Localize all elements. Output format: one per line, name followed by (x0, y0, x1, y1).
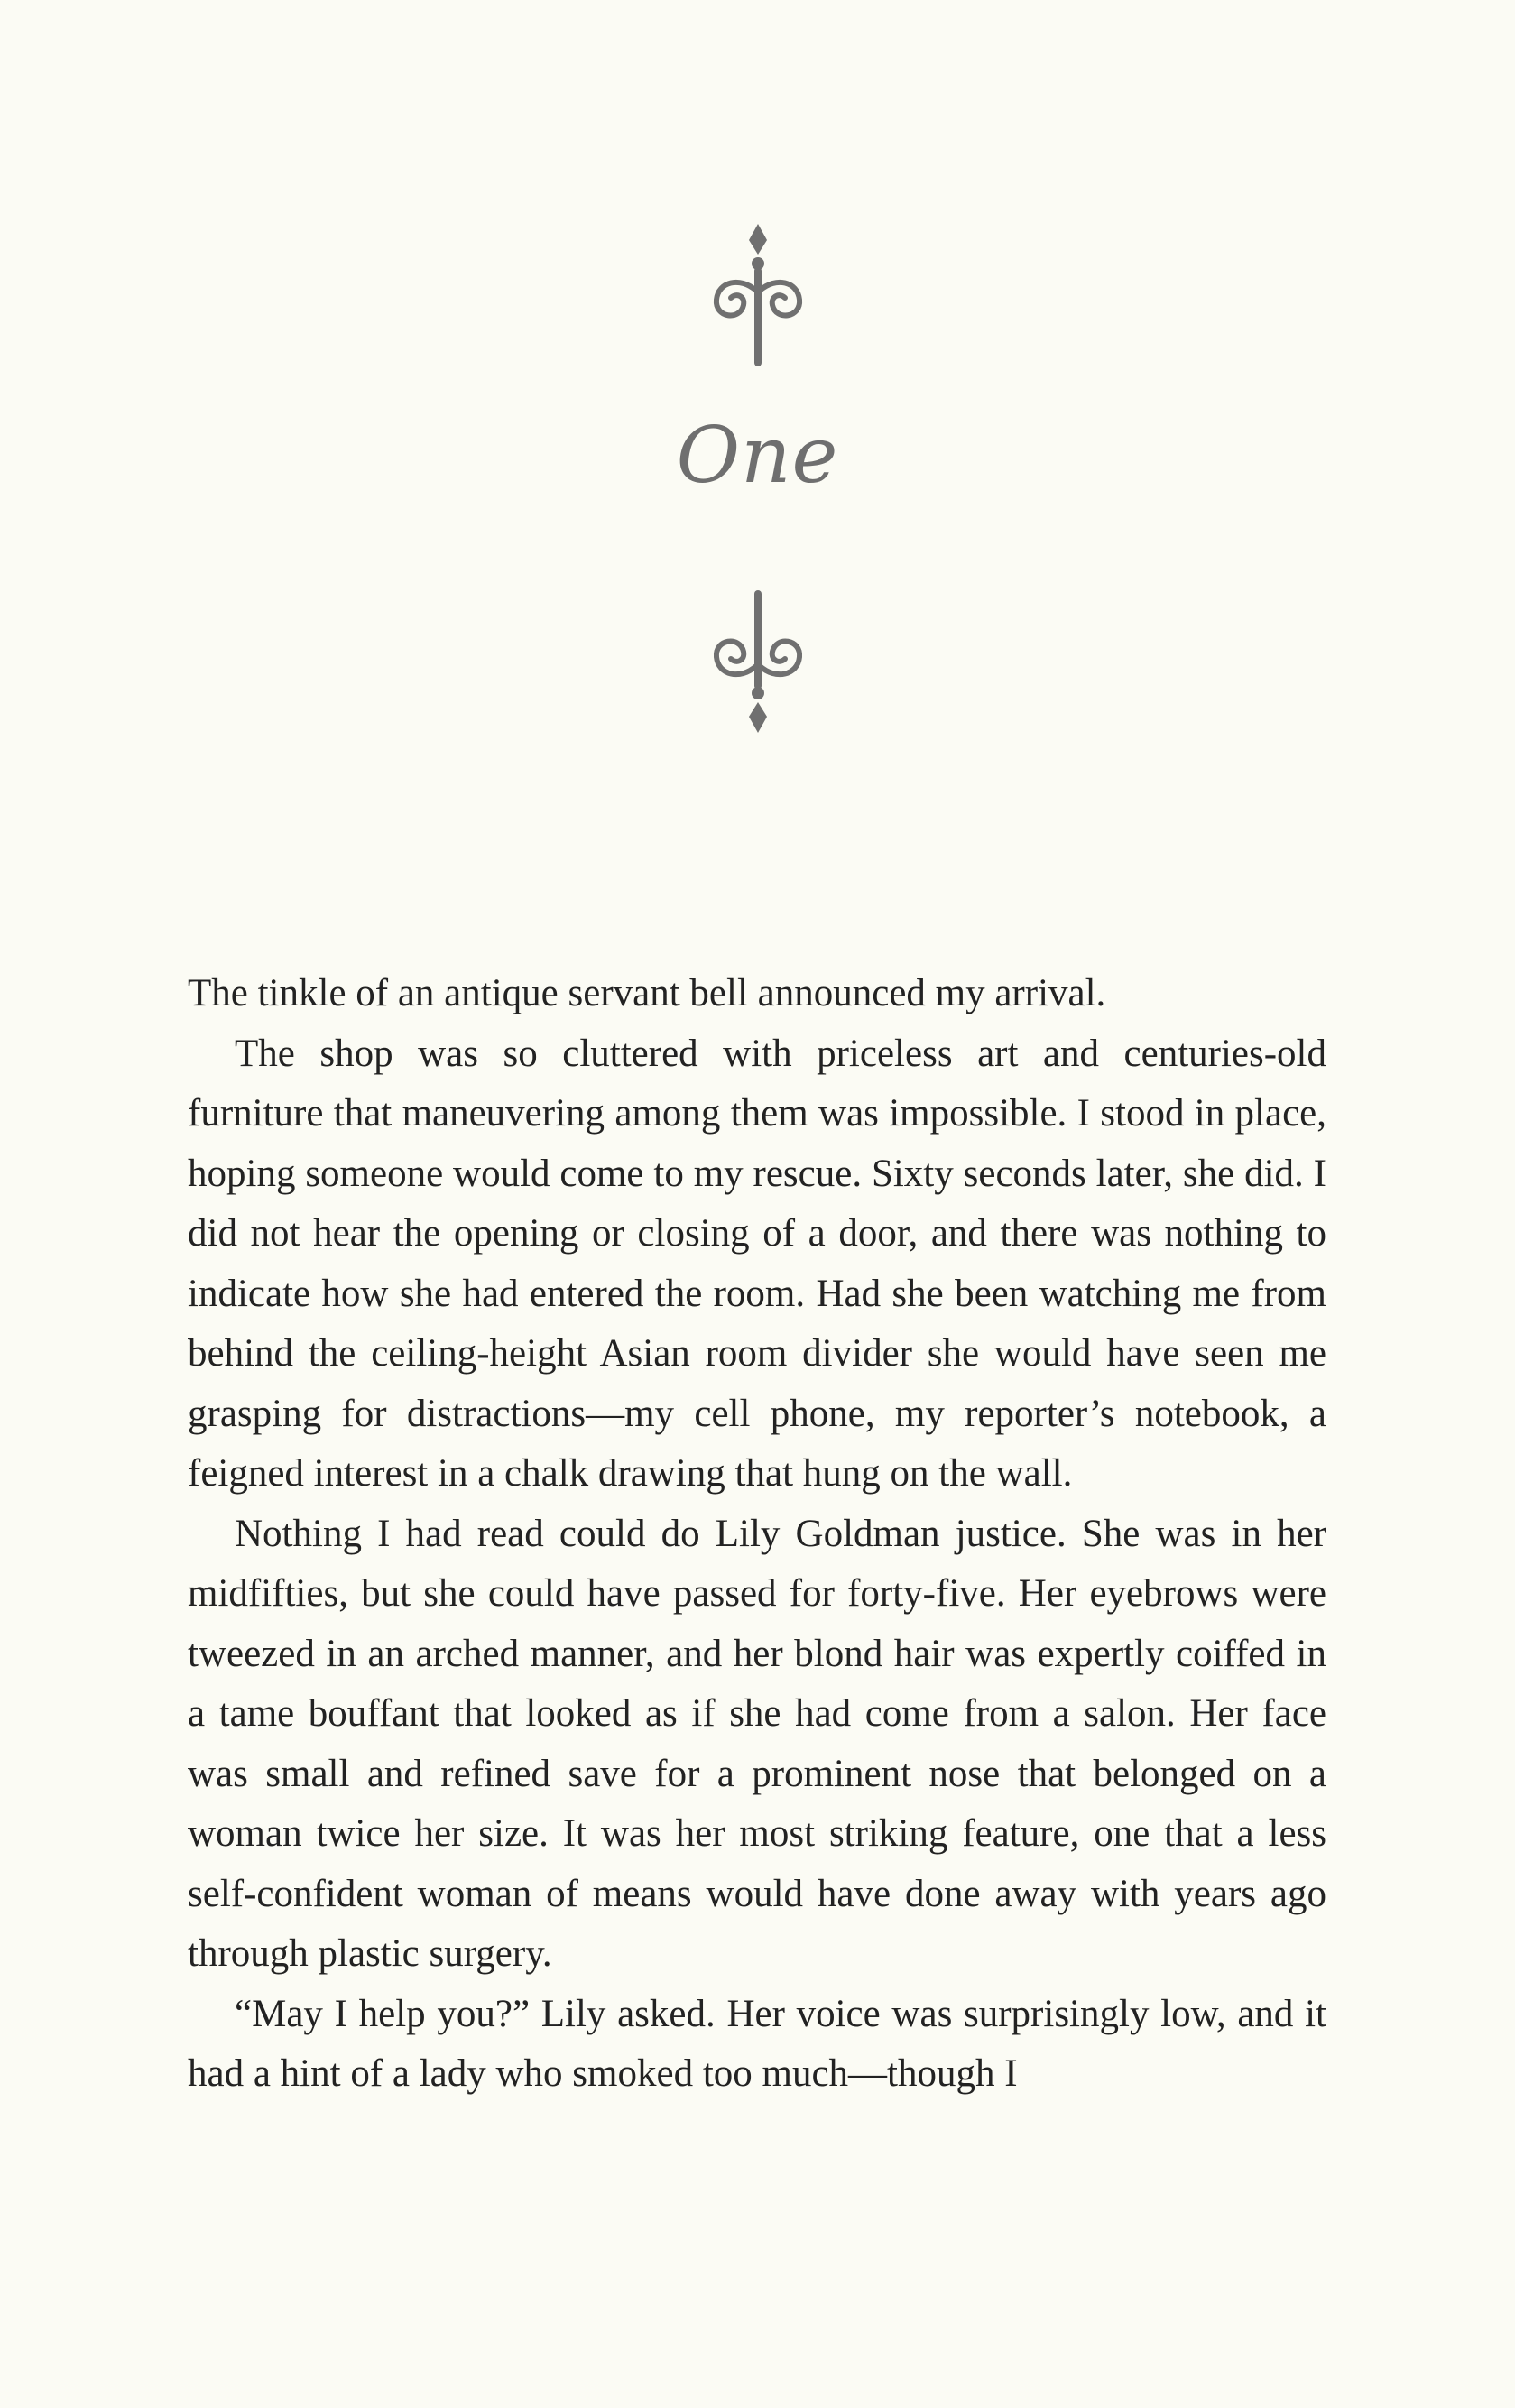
paragraph-4: “May I help you?” Lily asked. Her voice was surprisingly low, and it had a hint of a lady who smoked too much—though I (188, 1992, 1326, 2095)
paragraph-2: The shop was so cluttered with priceless art and centuries-old furniture that maneuvering among them was impossible. I stood in place, hoping someone would come to my rescue. Sixty seconds later, she did. I did not hear the opening or closing of a door, and there was nothing to indicate how she had entered the room. Had she been watching me from behind the ceiling-height Asian room divider she would have seen me grasping for distractions—my cell phone, my reporter’s notebook, a feigned interest in a chalk drawing that hung on the wall. (188, 1032, 1326, 1495)
fleuron-up-icon (704, 217, 812, 370)
body-text (188, 964, 1326, 2105)
chapter-title: One (676, 411, 839, 501)
fleuron-down-icon (704, 587, 812, 740)
paragraph-3: Nothing I had read could do Lily Goldman justice. She was in her midfifties, but she could have passed for forty-five. Her eyebrows were tweezed in an arched manner, and her blond hair was expertly coiffed in a tame bouffant that looked as if she had come from a salon. Her face was small and refined save for a prominent nose that belonged on a woman twice her size. It was her most striking feature, one that a less self-confident woman of means would have done away with years ago through plastic surgery. (188, 1512, 1326, 1975)
paragraph-1: The tinkle of an antique servant bell announced my arrival. (188, 972, 1106, 1014)
